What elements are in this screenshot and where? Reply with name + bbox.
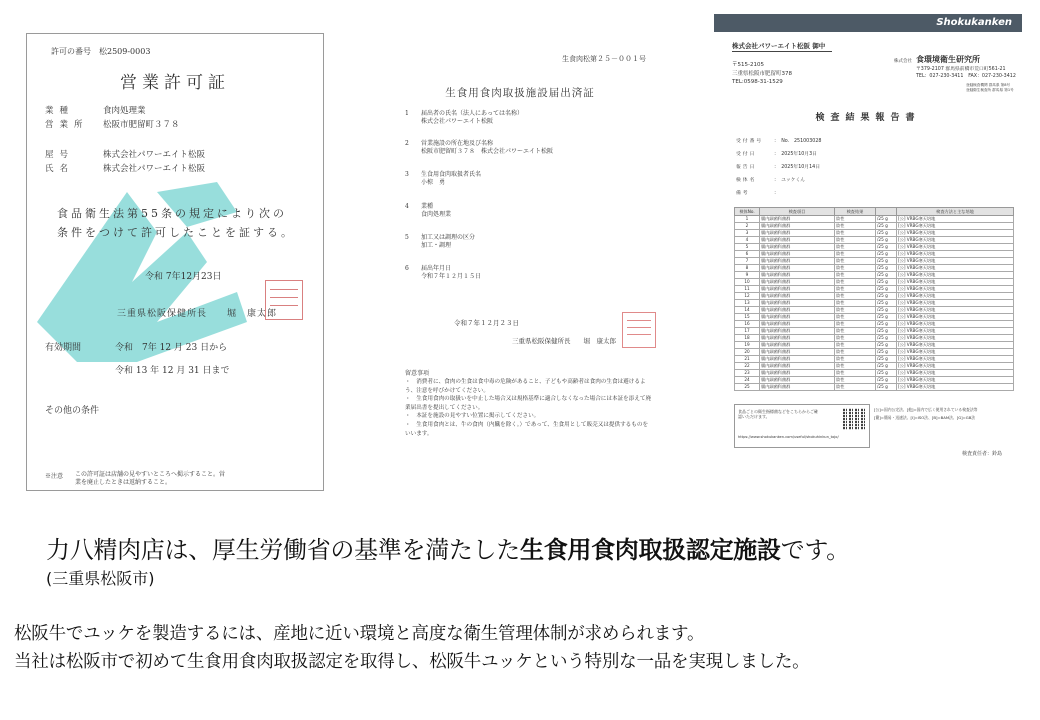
method-cell: [公] VRBG寒天培地 — [897, 356, 1014, 363]
notification-issuer: 三重県松阪保健所長 堀 康太郎 — [512, 337, 616, 345]
sample-no-cell: 2 — [735, 223, 760, 230]
footer-url: https://www.shokukanken.com/useful/shokuhinkun_tojo/ — [738, 435, 839, 439]
method-cell: [公] VRBG寒天培地 — [897, 279, 1014, 286]
result-cell: 陰性 — [835, 244, 876, 251]
unit-cell: /25 g — [876, 321, 897, 328]
table-row — [735, 335, 1014, 342]
sample-no-cell: 14 — [735, 307, 760, 314]
method-cell: [公] VRBG寒天培地 — [897, 335, 1014, 342]
method-cell: [公] VRBG寒天培地 — [897, 370, 1014, 377]
sample-no-cell: 1 — [735, 216, 760, 223]
method-cell: [公] VRBG寒天培地 — [897, 384, 1014, 391]
sample-no-cell: 7 — [735, 258, 760, 265]
method-cell: [公] VRBG寒天培地 — [897, 272, 1014, 279]
notification-item: 2 営業施設の所在地及び名称 松阪市肥留町３７８ 株式会社パワーエイト松阪 — [405, 140, 554, 155]
valid-period-label: 有効期間 — [45, 343, 82, 353]
table-row — [735, 342, 1014, 349]
table-row — [735, 244, 1014, 251]
sample-no-cell: 18 — [735, 335, 760, 342]
remark-item: ・ 消費者に、食肉の生食は食中毒の危険があること、子どもや高齢者は食肉の生食は避けるよう、注意を呼びかけてください。 — [405, 379, 646, 394]
sample-no-cell: 4 — [735, 237, 760, 244]
unit-cell: /25 g — [876, 307, 897, 314]
result-cell: 陰性 — [835, 370, 876, 377]
test-item-cell: 腸内細菌科菌群 — [760, 300, 835, 307]
test-item-cell: 腸内細菌科菌群 — [760, 286, 835, 293]
results-table-header: 検体No. 検査項目 検査結果 検査方法と主な培地 — [735, 208, 1014, 216]
result-cell: 陰性 — [835, 349, 876, 356]
headline-part-3: です。 — [780, 536, 850, 564]
unit-cell: /25 g — [876, 258, 897, 265]
other-conditions-label: その他の条件 — [45, 406, 100, 416]
permit-row: 業種 食肉処理業 — [45, 106, 146, 116]
test-item-cell: 腸内細菌科菌群 — [760, 251, 835, 258]
permit-row: 営業所 松阪市肥留町３７８ — [45, 120, 180, 130]
method-cell: [公] VRBG寒天培地 — [897, 223, 1014, 230]
unit-cell: /25 g — [876, 244, 897, 251]
permit-statement-line-2: 条件をつけて許可したことを証する。 — [57, 226, 295, 239]
unit-cell: /25 g — [876, 349, 897, 356]
notification-item: 4 業種 食肉処理業 — [405, 203, 452, 218]
sample-no-cell: 15 — [735, 314, 760, 321]
unit-cell: /25 g — [876, 230, 897, 237]
sample-no-cell: 16 — [735, 321, 760, 328]
unit-cell: /25 g — [876, 216, 897, 223]
method-cell: [公] VRBG寒天培地 — [897, 216, 1014, 223]
test-item-cell: 腸内細菌科菌群 — [760, 216, 835, 223]
method-cell: [公] VRBG寒天培地 — [897, 286, 1014, 293]
table-row — [735, 251, 1014, 258]
table-row — [735, 349, 1014, 356]
unit-cell: /25 g — [876, 384, 897, 391]
result-cell: 陰性 — [835, 384, 876, 391]
test-item-cell: 腸内細菌科菌群 — [760, 328, 835, 335]
result-cell: 陰性 — [835, 223, 876, 230]
results-table — [734, 207, 1014, 391]
remarks-list — [405, 378, 653, 438]
report-brand-bar — [714, 14, 1022, 32]
unit-cell: /25 g — [876, 237, 897, 244]
method-cell: [公] VRBG寒天培地 — [897, 300, 1014, 307]
sample-no-cell: 25 — [735, 384, 760, 391]
lab-certification: 登録検査機関 群馬県 第8号 登録衛生検査所 群馬県 第1号 — [966, 83, 1014, 92]
raw-meat-notification-document — [372, 42, 668, 482]
health-logo-watermark — [37, 172, 287, 362]
test-item-cell: 腸内細菌科菌群 — [760, 244, 835, 251]
qr-code — [843, 408, 865, 430]
headline-emphasis: 生食用食肉取扱認定施設 — [520, 536, 781, 564]
test-item-cell: 腸内細菌科菌群 — [760, 384, 835, 391]
method-cell: [公] VRBG寒天培地 — [897, 265, 1014, 272]
remark-item: ・ 本証を施設の見やすい位置に掲示してください。 — [405, 413, 540, 420]
result-cell: 陰性 — [835, 265, 876, 272]
unit-cell: /25 g — [876, 265, 897, 272]
method-cell: [公] VRBG寒天培地 — [897, 377, 1014, 384]
table-row — [735, 321, 1014, 328]
sample-no-cell: 23 — [735, 370, 760, 377]
valid-from: 令和 7年 12 月 23 日から — [115, 343, 228, 353]
sample-no-cell: 10 — [735, 279, 760, 286]
test-item-cell: 腸内細菌科菌群 — [760, 265, 835, 272]
unit-cell: /25 g — [876, 335, 897, 342]
permit-note: この許可証は店舗の見やすいところへ掲示すること。営業を廃止したときは返納すること。 — [75, 471, 226, 486]
method-cell: [公] VRBG寒天培地 — [897, 230, 1014, 237]
location-label: (三重県松阪市) — [46, 569, 155, 588]
report-meta-row: 検体名 ： ユッケくん — [736, 178, 806, 183]
result-cell: 陰性 — [835, 237, 876, 244]
lab-name: 食環境衛生研究所 — [916, 55, 980, 64]
permit-issuer: 三重県松阪保健所長 堀 康太郎 — [117, 309, 278, 319]
table-row — [735, 314, 1014, 321]
result-cell: 陰性 — [835, 286, 876, 293]
remarks-label: 留意事項 — [405, 370, 430, 377]
result-cell: 陰性 — [835, 321, 876, 328]
official-seal-stamp — [622, 312, 656, 348]
result-cell: 陰性 — [835, 377, 876, 384]
headline-part-1: 力八精肉店は、厚生労働省の基準を満たした — [46, 536, 520, 564]
report-recipient: 株式会社パワーエイト松阪 御中 — [732, 41, 832, 52]
test-item-cell: 腸内細菌科菌群 — [760, 321, 835, 328]
test-item-cell: 腸内細菌科菌群 — [760, 314, 835, 321]
table-row — [735, 230, 1014, 237]
method-cell: [公] VRBG寒天培地 — [897, 321, 1014, 328]
sample-no-cell: 12 — [735, 293, 760, 300]
report-meta-row: 受付日 ： 2025年10月3日 — [736, 152, 817, 157]
result-cell: 陰性 — [835, 314, 876, 321]
unit-cell: /25 g — [876, 363, 897, 370]
table-row — [735, 363, 1014, 370]
table-row — [735, 384, 1014, 391]
report-meta-row: 報告日 ： 2025年10月14日 — [736, 165, 821, 170]
permit-statement-line-1: 食品衛生法第55条の規定により次の — [57, 207, 287, 220]
test-item-cell: 腸内細菌科菌群 — [760, 370, 835, 377]
test-item-cell: 腸内細菌科菌群 — [760, 342, 835, 349]
result-cell: 陰性 — [835, 363, 876, 370]
remark-item: ・ 生食用食肉の取扱いを中止した場合又は規格基準に適合しなくなった場合には本証を添えて廃業届出書を提出してください。 — [405, 396, 652, 411]
test-item-cell: 腸内細菌科菌群 — [760, 349, 835, 356]
test-item-cell: 腸内細菌科菌群 — [760, 335, 835, 342]
table-row — [735, 265, 1014, 272]
valid-to: 令和 13 年 12 月 31 日まで — [115, 366, 230, 376]
result-cell: 陰性 — [835, 216, 876, 223]
table-row — [735, 258, 1014, 265]
unit-cell: /25 g — [876, 377, 897, 384]
method-cell: [公] VRBG寒天培地 — [897, 314, 1014, 321]
result-cell: 陰性 — [835, 307, 876, 314]
unit-cell: /25 g — [876, 272, 897, 279]
table-row — [735, 370, 1014, 377]
method-cell: [公] VRBG寒天培地 — [897, 342, 1014, 349]
sample-no-cell: 6 — [735, 251, 760, 258]
table-row — [735, 328, 1014, 335]
notification-date: 令和７年１２月２３日 — [454, 319, 519, 327]
sample-no-cell: 9 — [735, 272, 760, 279]
lab-address: 〒379-2107 群馬県前橋市荒口町561-21 TEL：027-230-3411 FAX：027-230-3412 — [916, 67, 1016, 79]
table-row — [735, 272, 1014, 279]
method-cell: [公] VRBG寒天培地 — [897, 293, 1014, 300]
result-cell: 陰性 — [835, 356, 876, 363]
notification-title: 生食用食肉取扱施設届出済証 — [445, 87, 595, 99]
test-item-cell: 腸内細菌科菌群 — [760, 307, 835, 314]
method-cell: [公] VRBG寒天培地 — [897, 363, 1014, 370]
permit-number: 許可の番号 松2509-0003 — [51, 47, 151, 56]
unit-cell: /25 g — [876, 342, 897, 349]
sample-no-cell: 17 — [735, 328, 760, 335]
unit-cell: /25 g — [876, 223, 897, 230]
official-seal-stamp — [265, 280, 303, 320]
method-cell: [公] VRBG寒天培地 — [897, 307, 1014, 314]
report-title: 検査結果報告書 — [815, 113, 921, 123]
footer-text: 食品ごとの衛生指標菌などをこちらからご確認いただけます。 — [738, 409, 818, 419]
unit-cell: /25 g — [876, 370, 897, 377]
test-item-cell: 腸内細菌科菌群 — [760, 258, 835, 265]
method-cell: [公] VRBG寒天培地 — [897, 251, 1014, 258]
report-meta-row: 受付番号 ： No. 251003028 — [736, 139, 822, 144]
method-cell: [公] VRBG寒天培地 — [897, 258, 1014, 265]
sample-no-cell: 19 — [735, 342, 760, 349]
permit-note-label: ※注意 — [45, 473, 64, 480]
unit-cell: /25 g — [876, 328, 897, 335]
test-item-cell: 腸内細菌科菌群 — [760, 237, 835, 244]
test-item-cell: 腸内細菌科菌群 — [760, 272, 835, 279]
result-cell: 陰性 — [835, 335, 876, 342]
table-row — [735, 307, 1014, 314]
method-legend: [公]=国内公定法、[他]=国内で広く使用されている検査法等 [簡]=簡易・迅速法、[I]=ISO法、[B]=BAM法、[G]=GB法 — [874, 407, 978, 420]
sample-no-cell: 24 — [735, 377, 760, 384]
table-row — [735, 223, 1014, 230]
test-item-cell: 腸内細菌科菌群 — [760, 230, 835, 237]
headline — [46, 530, 850, 565]
sample-no-cell: 5 — [735, 244, 760, 251]
unit-cell: /25 g — [876, 286, 897, 293]
sample-no-cell: 20 — [735, 349, 760, 356]
table-row — [735, 216, 1014, 223]
notification-item: 1 届出者の氏名（法人にあっては名称） 株式会社パワーエイト松阪 — [405, 110, 523, 125]
sample-no-cell: 13 — [735, 300, 760, 307]
notification-number: 生食肉松第２５－００１号 — [562, 55, 646, 63]
method-cell: [公] VRBG寒天培地 — [897, 349, 1014, 356]
result-cell: 陰性 — [835, 279, 876, 286]
test-item-cell: 腸内細菌科菌群 — [760, 356, 835, 363]
report-meta-row: 備考 ： — [736, 191, 782, 196]
lab-name-prefix: 株式会社 — [894, 59, 912, 64]
result-cell: 陰性 — [835, 300, 876, 307]
business-permit-document — [26, 33, 324, 491]
table-row — [735, 356, 1014, 363]
notification-item: 5 加工又は調理の区分 加工・調理 — [405, 234, 476, 249]
result-cell: 陰性 — [835, 230, 876, 237]
sample-no-cell: 8 — [735, 265, 760, 272]
body-text-line-2: 当社は松阪市で初めて生食用食肉取扱認定を取得し、松阪牛ユッケという特別な一品を実現しました。 — [14, 652, 810, 672]
table-row — [735, 279, 1014, 286]
shokukanken-logo: Shokukanken — [936, 17, 1012, 28]
table-row — [735, 300, 1014, 307]
recipient-address: 〒515-2105 三重県松阪市肥留町378 TEL:0598-31-1529 — [732, 62, 792, 85]
sample-no-cell: 22 — [735, 363, 760, 370]
notification-item: 3 生食用食肉取扱者氏名 小椋 勇 — [405, 171, 482, 186]
method-cell: [公] VRBG寒天培地 — [897, 328, 1014, 335]
sample-no-cell: 21 — [735, 356, 760, 363]
table-row — [735, 377, 1014, 384]
report-footer-box — [734, 404, 870, 448]
table-row — [735, 293, 1014, 300]
result-cell: 陰性 — [835, 258, 876, 265]
permit-issue-date: 令和 7年12月23日 — [145, 272, 222, 282]
test-item-cell: 腸内細菌科菌群 — [760, 223, 835, 230]
test-item-cell: 腸内細菌科菌群 — [760, 279, 835, 286]
permit-row: 氏名 株式会社パワーエイト松阪 — [45, 164, 206, 174]
table-row — [735, 237, 1014, 244]
method-cell: [公] VRBG寒天培地 — [897, 237, 1014, 244]
result-cell: 陰性 — [835, 342, 876, 349]
result-cell: 陰性 — [835, 328, 876, 335]
table-row — [735, 286, 1014, 293]
result-cell: 陰性 — [835, 293, 876, 300]
permit-title: 営業許可証 — [120, 73, 230, 93]
sample-no-cell: 3 — [735, 230, 760, 237]
unit-cell: /25 g — [876, 251, 897, 258]
unit-cell: /25 g — [876, 300, 897, 307]
result-cell: 陰性 — [835, 251, 876, 258]
remark-item: ・ 生食用食肉とは、牛の食肉（内臓を除く。）であって、生食用として販売又は提供するものをいいます。 — [405, 421, 649, 437]
notification-item: 6 届出年月日 令和７年１２月１５日 — [405, 265, 482, 280]
test-item-cell: 腸内細菌科菌群 — [760, 363, 835, 370]
inspection-report-document — [714, 14, 1022, 468]
test-item-cell: 腸内細菌科菌群 — [760, 377, 835, 384]
test-item-cell: 腸内細菌科菌群 — [760, 293, 835, 300]
method-cell: [公] VRBG寒天培地 — [897, 244, 1014, 251]
permit-row: 屋号 株式会社パワーエイト松阪 — [45, 150, 206, 160]
unit-cell: /25 g — [876, 279, 897, 286]
unit-cell: /25 g — [876, 293, 897, 300]
sample-no-cell: 11 — [735, 286, 760, 293]
unit-cell: /25 g — [876, 356, 897, 363]
unit-cell: /25 g — [876, 314, 897, 321]
result-cell: 陰性 — [835, 272, 876, 279]
inspector-name: 検査責任者：鈴島 — [961, 451, 1002, 457]
body-text-line-1: 松阪牛でユッケを製造するには、産地に近い環境と高度な衛生管理体制が求められます。 — [14, 624, 705, 644]
